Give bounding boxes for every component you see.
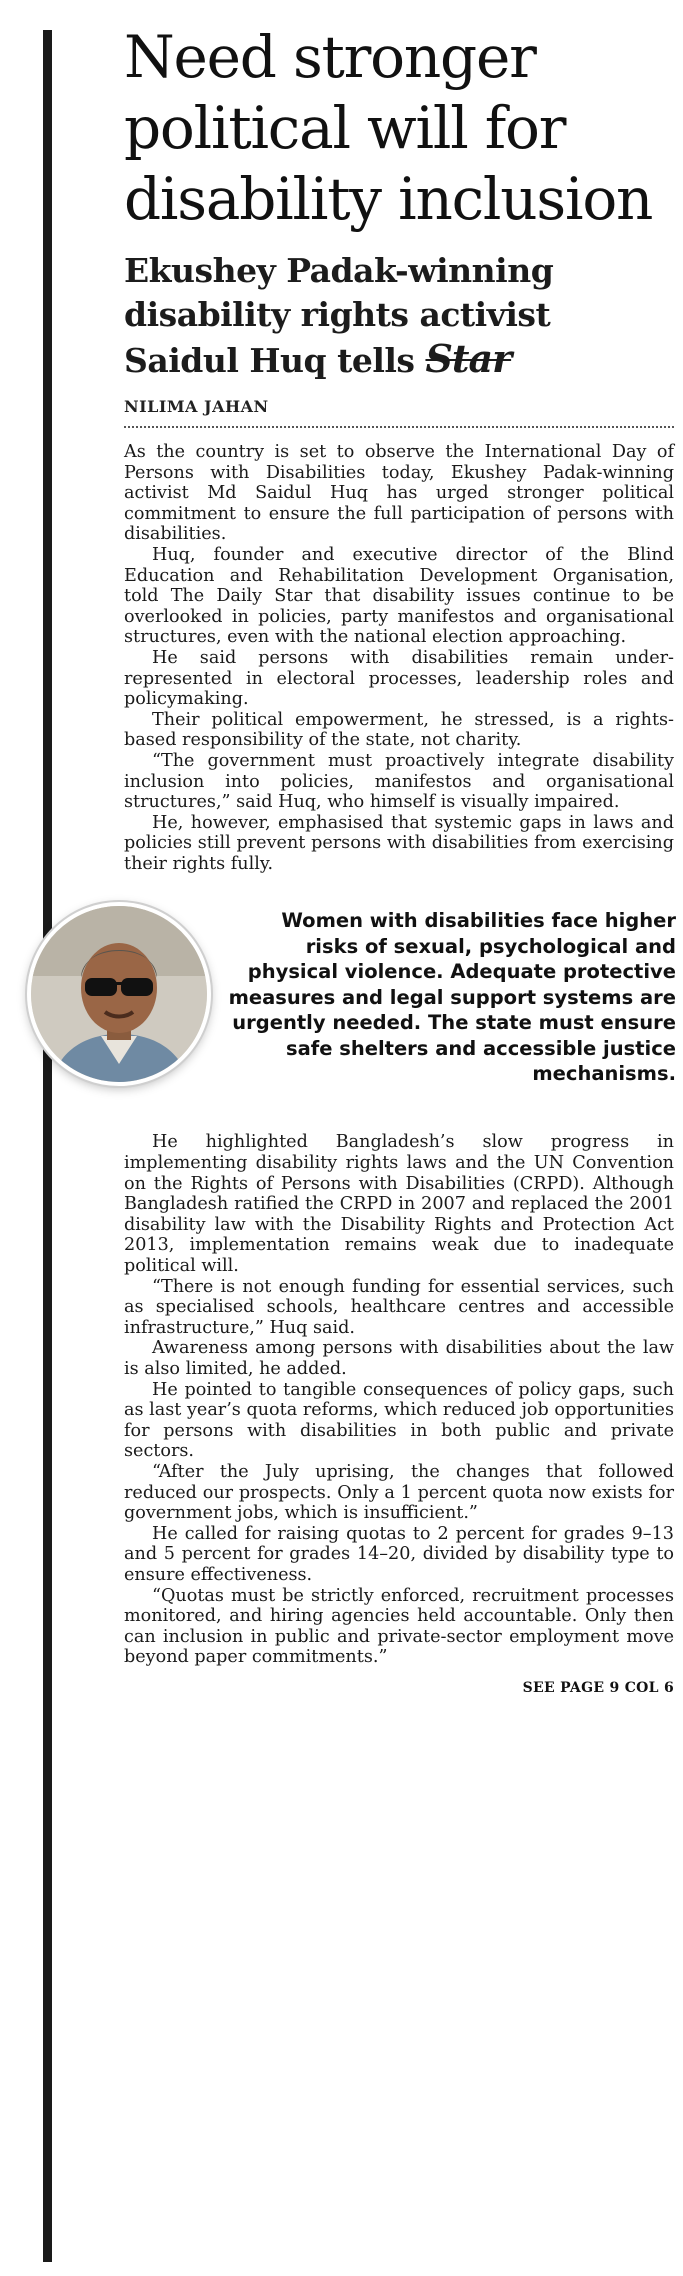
paragraph: He pointed to tangible consequences of policy gaps, such as last year’s quota reforms, which reduced job opportunities for persons with disabilities in both public and private sectors.	[124, 1379, 674, 1462]
subheadline-line: Ekushey Padak-winning	[124, 251, 554, 290]
subheadline-line: disability rights activist	[124, 295, 551, 334]
paragraph: “There is not enough funding for essential services, such as specialised schools, healthcare centres and accessible infrastructure,” Huq said.	[124, 1276, 674, 1338]
subheadline-line: Saidul Huq tells	[124, 341, 426, 380]
portrait-illustration	[31, 906, 207, 1082]
continuation-note: SEE PAGE 9 COL 6	[522, 1679, 674, 1696]
article-body-part-2	[124, 1132, 674, 1667]
paragraph: He called for raising quotas to 2 percent for grades 9–13 and 5 percent for grades 14–20, divided by disability type to ensure effectiveness.	[124, 1523, 674, 1585]
headline-line: disability inclusion	[124, 165, 653, 233]
paragraph: Their political empowerment, he stressed, is a rights-based responsibility of the state, not charity.	[124, 709, 674, 751]
paragraph: “Quotas must be strictly enforced, recruitment processes monitored, and hiring agencies held accountable. Only then can inclusion in public and private-sector employment move beyond paper commitments.”	[124, 1585, 674, 1668]
pull-quote: Women with disabilities face higher risks of sexual, psychological and physical violence. Adequate protective measures and legal support systems are urgently needed. The state must ensure safe shelters and accessible justice mechanisms.	[228, 909, 676, 1086]
left-column-rule	[43, 30, 52, 2262]
headline	[124, 22, 674, 235]
paragraph: “After the July uprising, the changes that followed reduced our prospects. Only a 1 percent quota now exists for government jobs, which is insufficient.”	[124, 1461, 674, 1524]
paragraph: He highlighted Bangladesh’s slow progress in implementing disability rights laws and the UN Convention on the Rights of Persons with Disabilities (CRPD). Although Bangladesh ratified the CRPD in 2007 and replaced the 2001 disability law with the Disability Rights and Protection Act 2013, implementation remains weak due to inadequate political will.	[124, 1132, 674, 1277]
paragraph: He said persons with disabilities remain under-represented in electoral processes, leadership roles and policymaking.	[124, 647, 674, 710]
paragraph: Awareness among persons with disabilities about the law is also limited, he added.	[124, 1338, 674, 1379]
paragraph: As the country is set to observe the International Day of Persons with Disabilities today, Ekushey Padak-winning activist Md Saidul Huq has urged stronger political commitment to ensure the full participation of persons with disabilities.	[124, 442, 674, 545]
paragraph: “The government must proactively integrate disability inclusion into policies, manifestos and organisational structures,” said Huq, who himself is visually impaired.	[124, 750, 674, 813]
star-logo: Star	[425, 336, 512, 381]
pull-quote-block	[124, 902, 674, 1092]
article	[124, 22, 674, 1696]
portrait-photo	[27, 902, 211, 1086]
headline-line: political will for	[124, 94, 566, 162]
article-body-part-1	[124, 442, 674, 874]
paragraph: He, however, emphasised that systemic gaps in laws and policies still prevent persons with disabilities from exercising their rights fully.	[124, 812, 674, 874]
byline: NILIMA JAHAN	[124, 397, 674, 428]
subheadline	[124, 249, 674, 383]
paragraph: Huq, founder and executive director of the Blind Education and Rehabilitation Development Organisation, told The Daily Star that disability issues continue to be overlooked in policies, party manifestos and organisational structures, even with the national election approaching.	[124, 544, 674, 648]
headline-line: Need stronger	[124, 23, 536, 91]
